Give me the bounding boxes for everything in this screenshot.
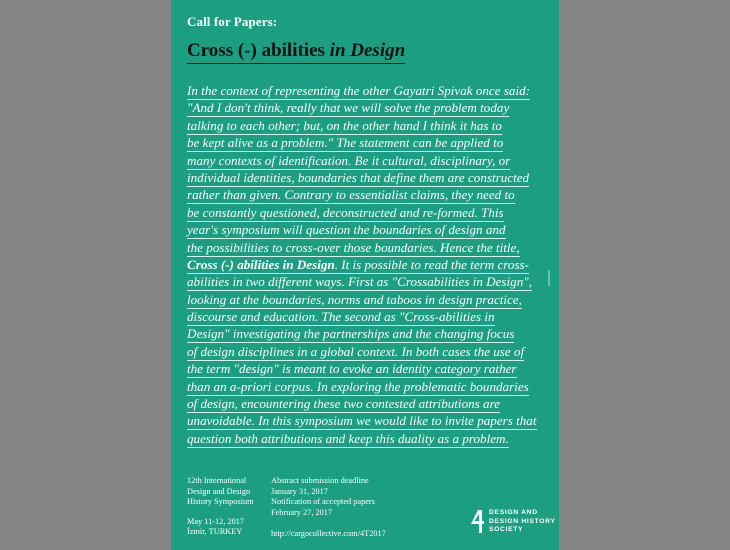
body-line-text: unavoidable. In this symposium we would like to invite papers that (187, 413, 537, 429)
event-place: İzmir, TURKEY (187, 527, 243, 536)
body-line-text: be constantly questioned, deconstructed and re-formed. This (187, 204, 504, 220)
body-line-text: be kept alive as a problem." The statement can be applied to (187, 135, 504, 151)
body-line-text: looking at the boundaries, norms and taboos in design practice, (187, 291, 522, 307)
body-line-text: Design" investigating the partnerships and the changing focus (187, 326, 515, 342)
event-line: Design and Design (187, 486, 251, 496)
deadline-info (271, 476, 431, 540)
body-line (187, 205, 517, 222)
body-line (187, 361, 517, 378)
body-line (187, 413, 537, 430)
logo-text (489, 509, 556, 535)
body-text (187, 83, 537, 448)
body-line (187, 100, 517, 117)
event-line: History Symposium (187, 497, 254, 506)
body-line (187, 153, 517, 170)
body-line (187, 396, 517, 413)
event-line: 12th International (187, 476, 247, 485)
body-line (187, 135, 517, 152)
title-main: Cross (-) abilities (187, 40, 330, 61)
body-line-text: the possibilities to cross-over those boundaries. Hence the title, (187, 239, 520, 255)
event-date: May 11-12, 2017 (187, 516, 245, 526)
body-line-text: talking to each other; but, on the other hand I think it has to (187, 117, 502, 133)
poster-title (187, 40, 405, 64)
body-line (187, 309, 517, 326)
body-line (187, 169, 530, 187)
highlighted-title: Cross (-) abilities in Design (187, 256, 335, 272)
society-logo (470, 508, 556, 538)
body-line-text: discourse and education. The second as "Cross-abilities in (187, 309, 495, 325)
body-line-text: In the context of representing the other Gayatri Spivak once said: (187, 83, 531, 98)
deadline-date: January 31, 2017 (271, 486, 328, 496)
body-line-text: question both attributions and keep this duality as a problem. (187, 430, 509, 446)
call-for-papers-label: Call for Papers: (187, 14, 278, 29)
body-line (187, 343, 525, 361)
body-line-text: "And I don't think, really that we will solve the problem today (187, 100, 510, 116)
body-line-text (187, 257, 529, 274)
body-line (187, 291, 522, 309)
poster (171, 0, 559, 550)
body-line-rest: . It is possible to read the term cross- (334, 256, 530, 272)
body-line-text: abilities in two different ways. First as "Crossabilities in Design", (187, 274, 533, 290)
body-line (187, 118, 517, 135)
body-line (187, 431, 517, 448)
logo-line: DESIGN HISTORY (489, 517, 556, 525)
body-line (187, 378, 529, 396)
body-line-text: the term "design" is meant to evoke an identity category rather (187, 361, 517, 377)
body-line (187, 222, 517, 239)
body-line-text: of design, encountering these two contested attributions are (187, 396, 500, 412)
logo-4t-icon (470, 509, 485, 534)
body-line-text: of design disciplines in a global context. In both cases the use of (187, 343, 525, 359)
body-line (187, 239, 520, 257)
body-line-text: rather than given. Contrary to essentialist claims, they need to (187, 187, 515, 203)
body-line-text: many contexts of identification. Be it cultural, disciplinary, or (187, 152, 511, 168)
body-line-text: than an a-priori corpus. In exploring the problematic boundaries (187, 378, 529, 394)
logo-line: SOCIETY (489, 526, 524, 533)
body-line-text: individual identities, boundaries that define them are constructed (187, 169, 530, 185)
body-line (187, 326, 517, 343)
body-line (187, 256, 530, 274)
website-url[interactable]: http://cargocollective.com/4T2017 (271, 529, 386, 538)
deadline-label: Abstract submission deadline (271, 476, 369, 485)
body-line (187, 274, 533, 291)
body-line (187, 187, 517, 204)
notification-date: February 27, 2017 (271, 507, 333, 517)
title-italic: in Design (329, 40, 406, 61)
logo-line: DESIGN AND (489, 509, 538, 516)
body-line-text: year's symposium will question the boundaries of design and (187, 222, 506, 238)
body-line (187, 83, 531, 100)
event-info (187, 476, 269, 538)
side-mark (548, 270, 550, 286)
notification-label: Notification of accepted papers (271, 497, 375, 506)
